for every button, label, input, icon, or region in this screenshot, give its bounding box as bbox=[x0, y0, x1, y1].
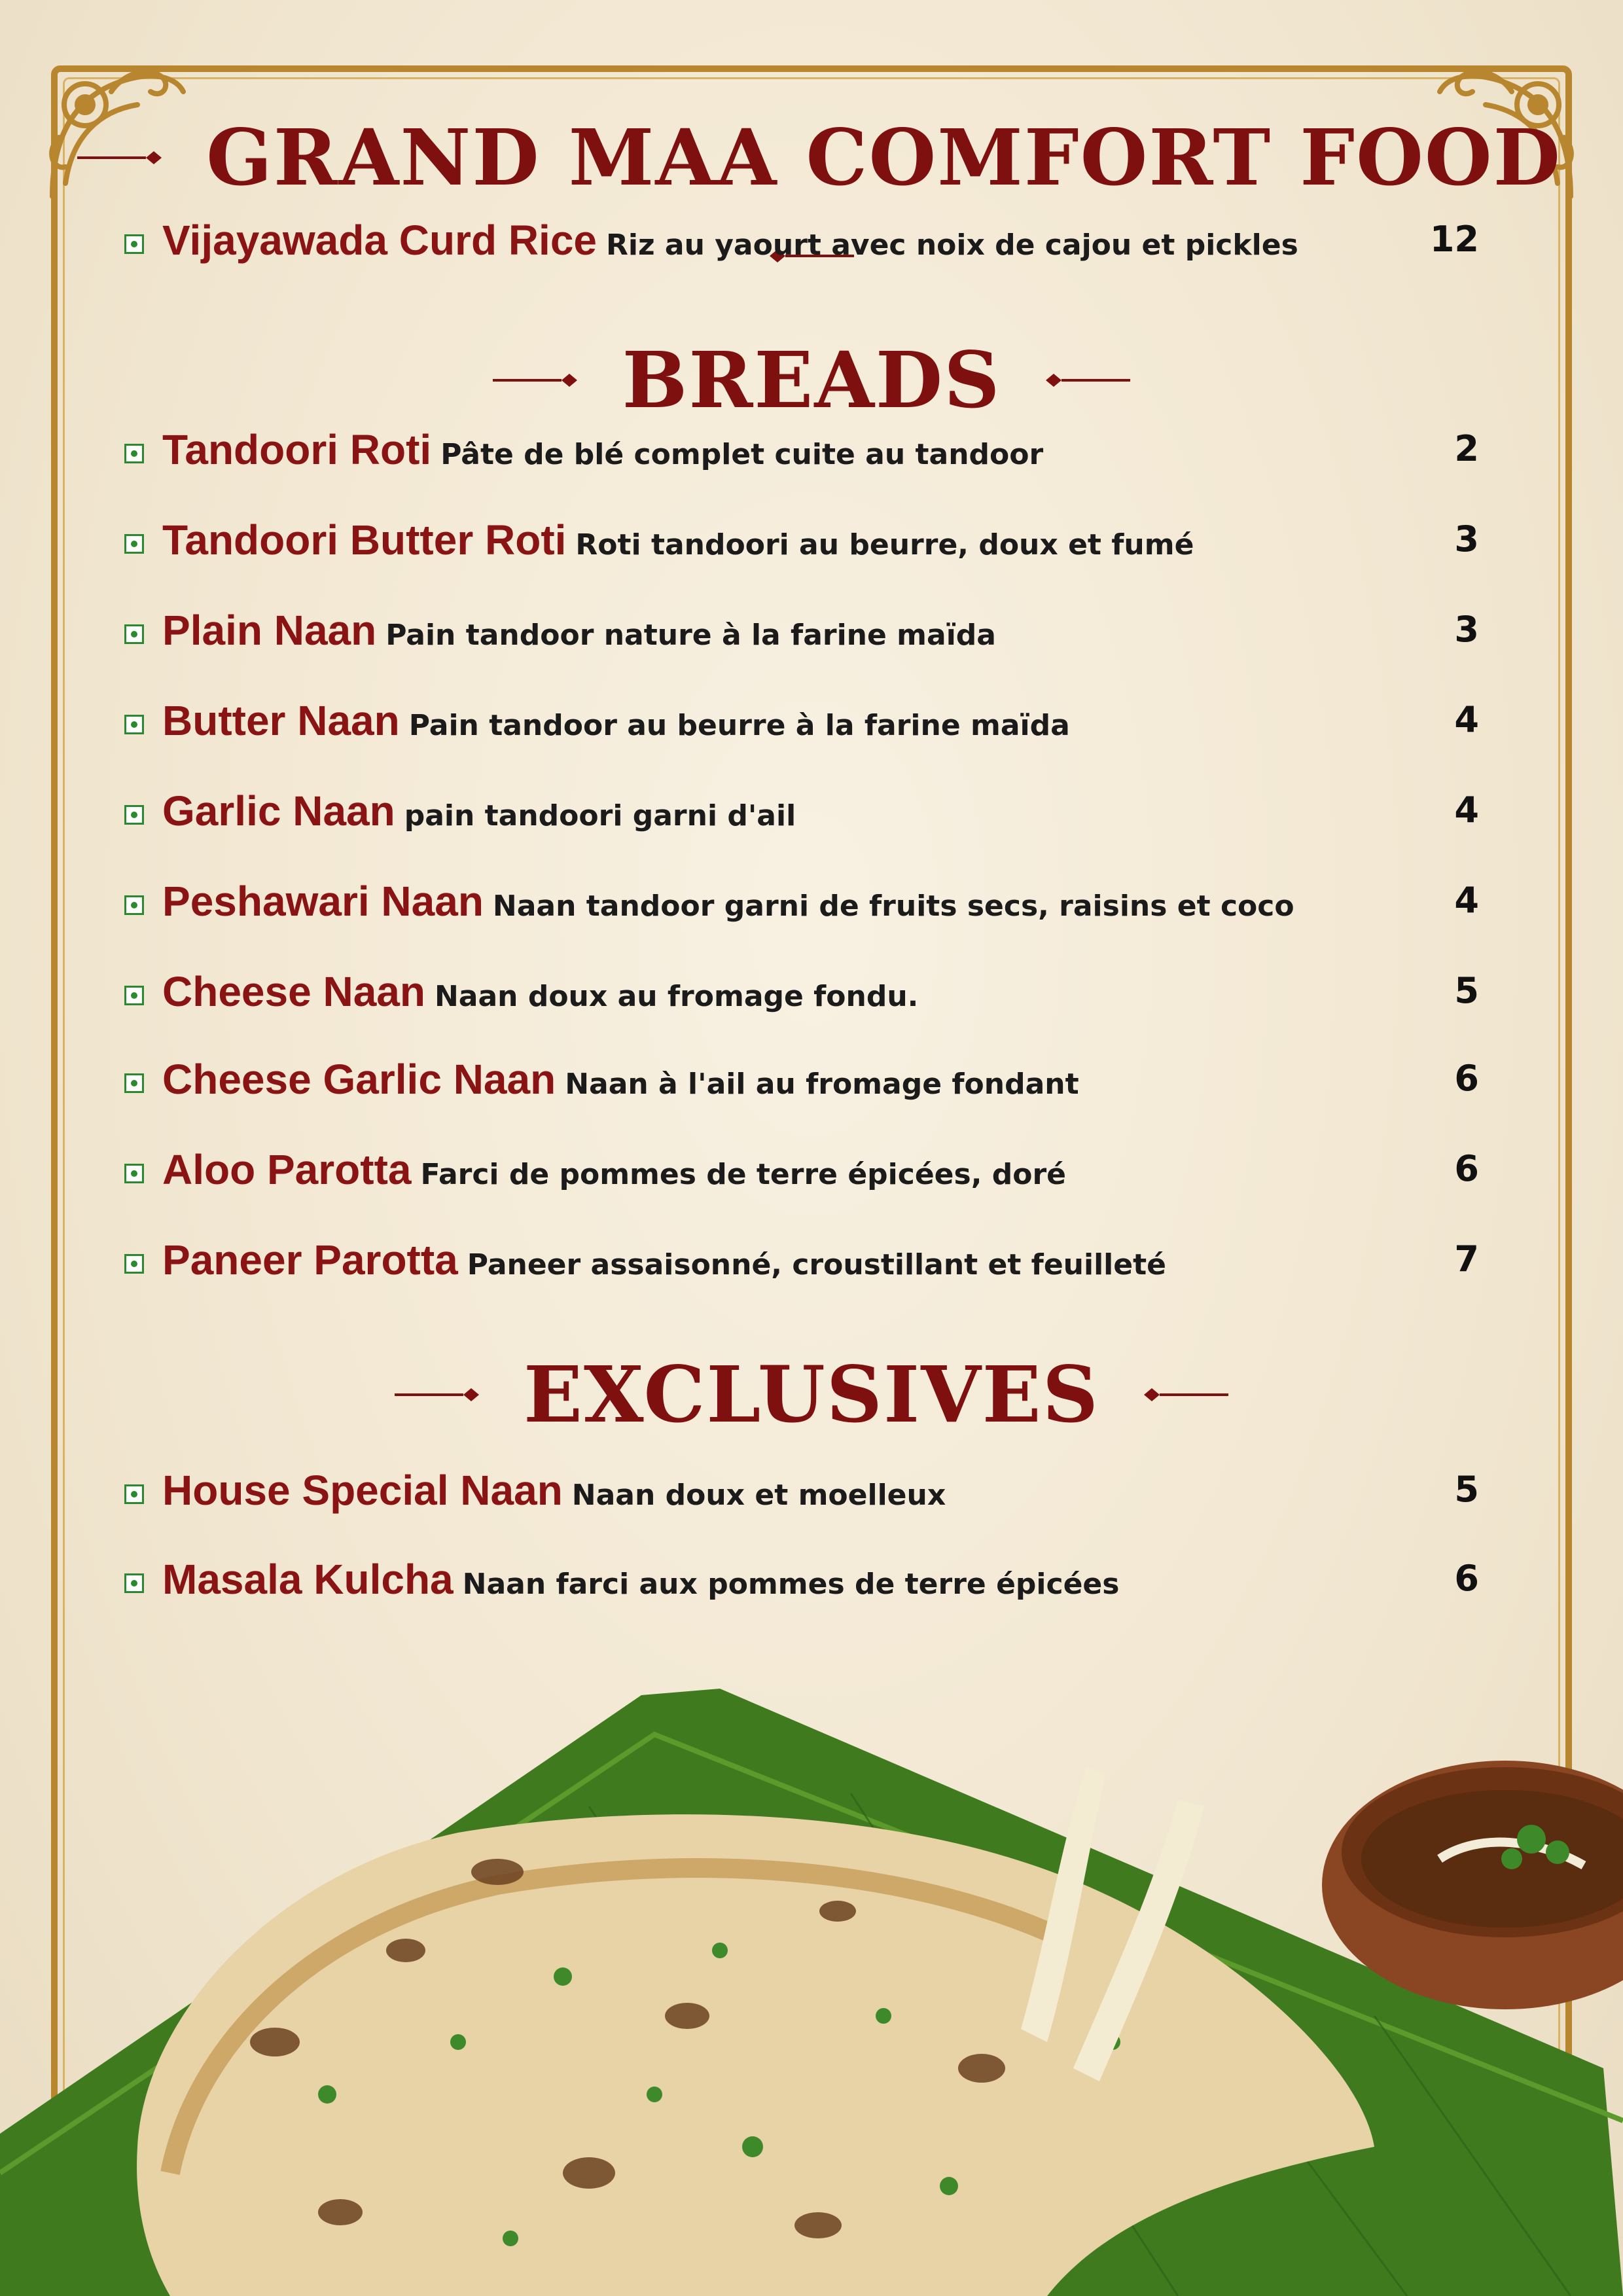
item-description: Naan à l'ail au fromage fondant bbox=[565, 1067, 1079, 1101]
menu-item bbox=[124, 696, 1499, 755]
item-description: Pain tandoor nature à la farine maïda bbox=[385, 619, 996, 652]
item-price: 5 bbox=[1454, 970, 1479, 1011]
divider-flourish-icon bbox=[395, 1385, 480, 1405]
veg-indicator-icon bbox=[124, 534, 144, 554]
veg-indicator-icon bbox=[124, 1164, 144, 1183]
item-name: Cheese Naan bbox=[162, 968, 425, 1015]
item-price: 6 bbox=[1454, 1148, 1479, 1189]
item-name: Garlic Naan bbox=[162, 787, 395, 834]
item-price: 4 bbox=[1454, 880, 1479, 921]
section-title-breads bbox=[0, 327, 1623, 425]
menu-item bbox=[124, 516, 1499, 575]
item-price: 5 bbox=[1454, 1469, 1479, 1510]
menu-item bbox=[124, 1555, 1499, 1614]
veg-indicator-icon bbox=[124, 715, 144, 734]
item-name: House Special Naan bbox=[162, 1467, 563, 1514]
item-description: Naan farci aux pommes de terre épicées bbox=[462, 1568, 1120, 1601]
veg-indicator-icon bbox=[124, 234, 144, 254]
item-name: Aloo Parotta bbox=[162, 1146, 412, 1193]
menu-item bbox=[124, 216, 1499, 275]
item-name: Cheese Garlic Naan bbox=[162, 1056, 556, 1103]
veg-indicator-icon bbox=[124, 624, 144, 644]
menu-item bbox=[124, 425, 1499, 484]
item-description: Naan doux au fromage fondu. bbox=[434, 980, 919, 1013]
item-price: 3 bbox=[1454, 518, 1479, 560]
menu-item bbox=[124, 1055, 1499, 1114]
item-name: Butter Naan bbox=[162, 697, 400, 744]
food-photo bbox=[0, 1676, 1623, 2296]
section-title-text: BREADS bbox=[622, 334, 1001, 425]
divider-flourish-icon bbox=[493, 370, 578, 390]
item-price: 6 bbox=[1454, 1058, 1479, 1099]
divider-flourish-icon bbox=[1045, 370, 1130, 390]
item-name: Peshawari Naan bbox=[162, 878, 484, 925]
item-name: Masala Kulcha bbox=[162, 1556, 454, 1603]
item-description: Roti tandoori au beurre, doux et fumé bbox=[575, 528, 1194, 562]
item-name: Vijayawada Curd Rice bbox=[162, 217, 597, 264]
item-description: pain tandoori garni d'ail bbox=[404, 799, 796, 833]
veg-indicator-icon bbox=[124, 1484, 144, 1504]
veg-indicator-icon bbox=[124, 1073, 144, 1093]
item-price: 4 bbox=[1454, 789, 1479, 831]
item-price: 3 bbox=[1454, 609, 1479, 650]
item-price: 6 bbox=[1454, 1558, 1479, 1599]
veg-indicator-icon bbox=[124, 986, 144, 1005]
item-description: Pain tandoor au beurre à la farine maïda bbox=[408, 709, 1070, 742]
menu-title-text: GRAND MAA COMFORT FOOD bbox=[206, 112, 1561, 203]
item-description: Riz au yaourt avec noix de cajou et pickles bbox=[606, 228, 1298, 262]
item-price: 12 bbox=[1429, 219, 1479, 260]
item-price: 4 bbox=[1454, 699, 1479, 740]
veg-indicator-icon bbox=[124, 805, 144, 825]
item-price: 7 bbox=[1454, 1238, 1479, 1280]
section-title-exclusives bbox=[0, 1342, 1623, 1440]
menu-item bbox=[124, 877, 1499, 936]
veg-indicator-icon bbox=[124, 1254, 144, 1274]
item-description: Naan doux et moelleux bbox=[571, 1479, 946, 1512]
menu-item bbox=[124, 1236, 1499, 1295]
item-name: Plain Naan bbox=[162, 607, 377, 654]
section-title-text: EXCLUSIVES bbox=[524, 1349, 1099, 1440]
naan-illustration bbox=[0, 1676, 1623, 2296]
item-name: Paneer Parotta bbox=[162, 1236, 458, 1283]
menu-item bbox=[124, 1466, 1499, 1525]
menu-item bbox=[124, 967, 1499, 1026]
item-name: Tandoori Roti bbox=[162, 426, 432, 473]
veg-indicator-icon bbox=[124, 444, 144, 463]
item-description: Farci de pommes de terre épicées, doré bbox=[420, 1158, 1067, 1191]
menu-item bbox=[124, 787, 1499, 846]
veg-indicator-icon bbox=[124, 1573, 144, 1593]
divider-flourish-icon bbox=[1143, 1385, 1228, 1405]
menu-item bbox=[124, 606, 1499, 665]
item-name: Tandoori Butter Roti bbox=[162, 516, 567, 564]
item-description: Pâte de blé complet cuite au tandoor bbox=[440, 438, 1044, 471]
menu-item bbox=[124, 1145, 1499, 1204]
item-price: 2 bbox=[1454, 428, 1479, 469]
item-description: Naan tandoor garni de fruits secs, raisins et coco bbox=[492, 889, 1294, 923]
divider-flourish-icon bbox=[77, 148, 162, 168]
item-description: Paneer assaisonné, croustillant et feuilleté bbox=[467, 1248, 1166, 1282]
veg-indicator-icon bbox=[124, 895, 144, 915]
